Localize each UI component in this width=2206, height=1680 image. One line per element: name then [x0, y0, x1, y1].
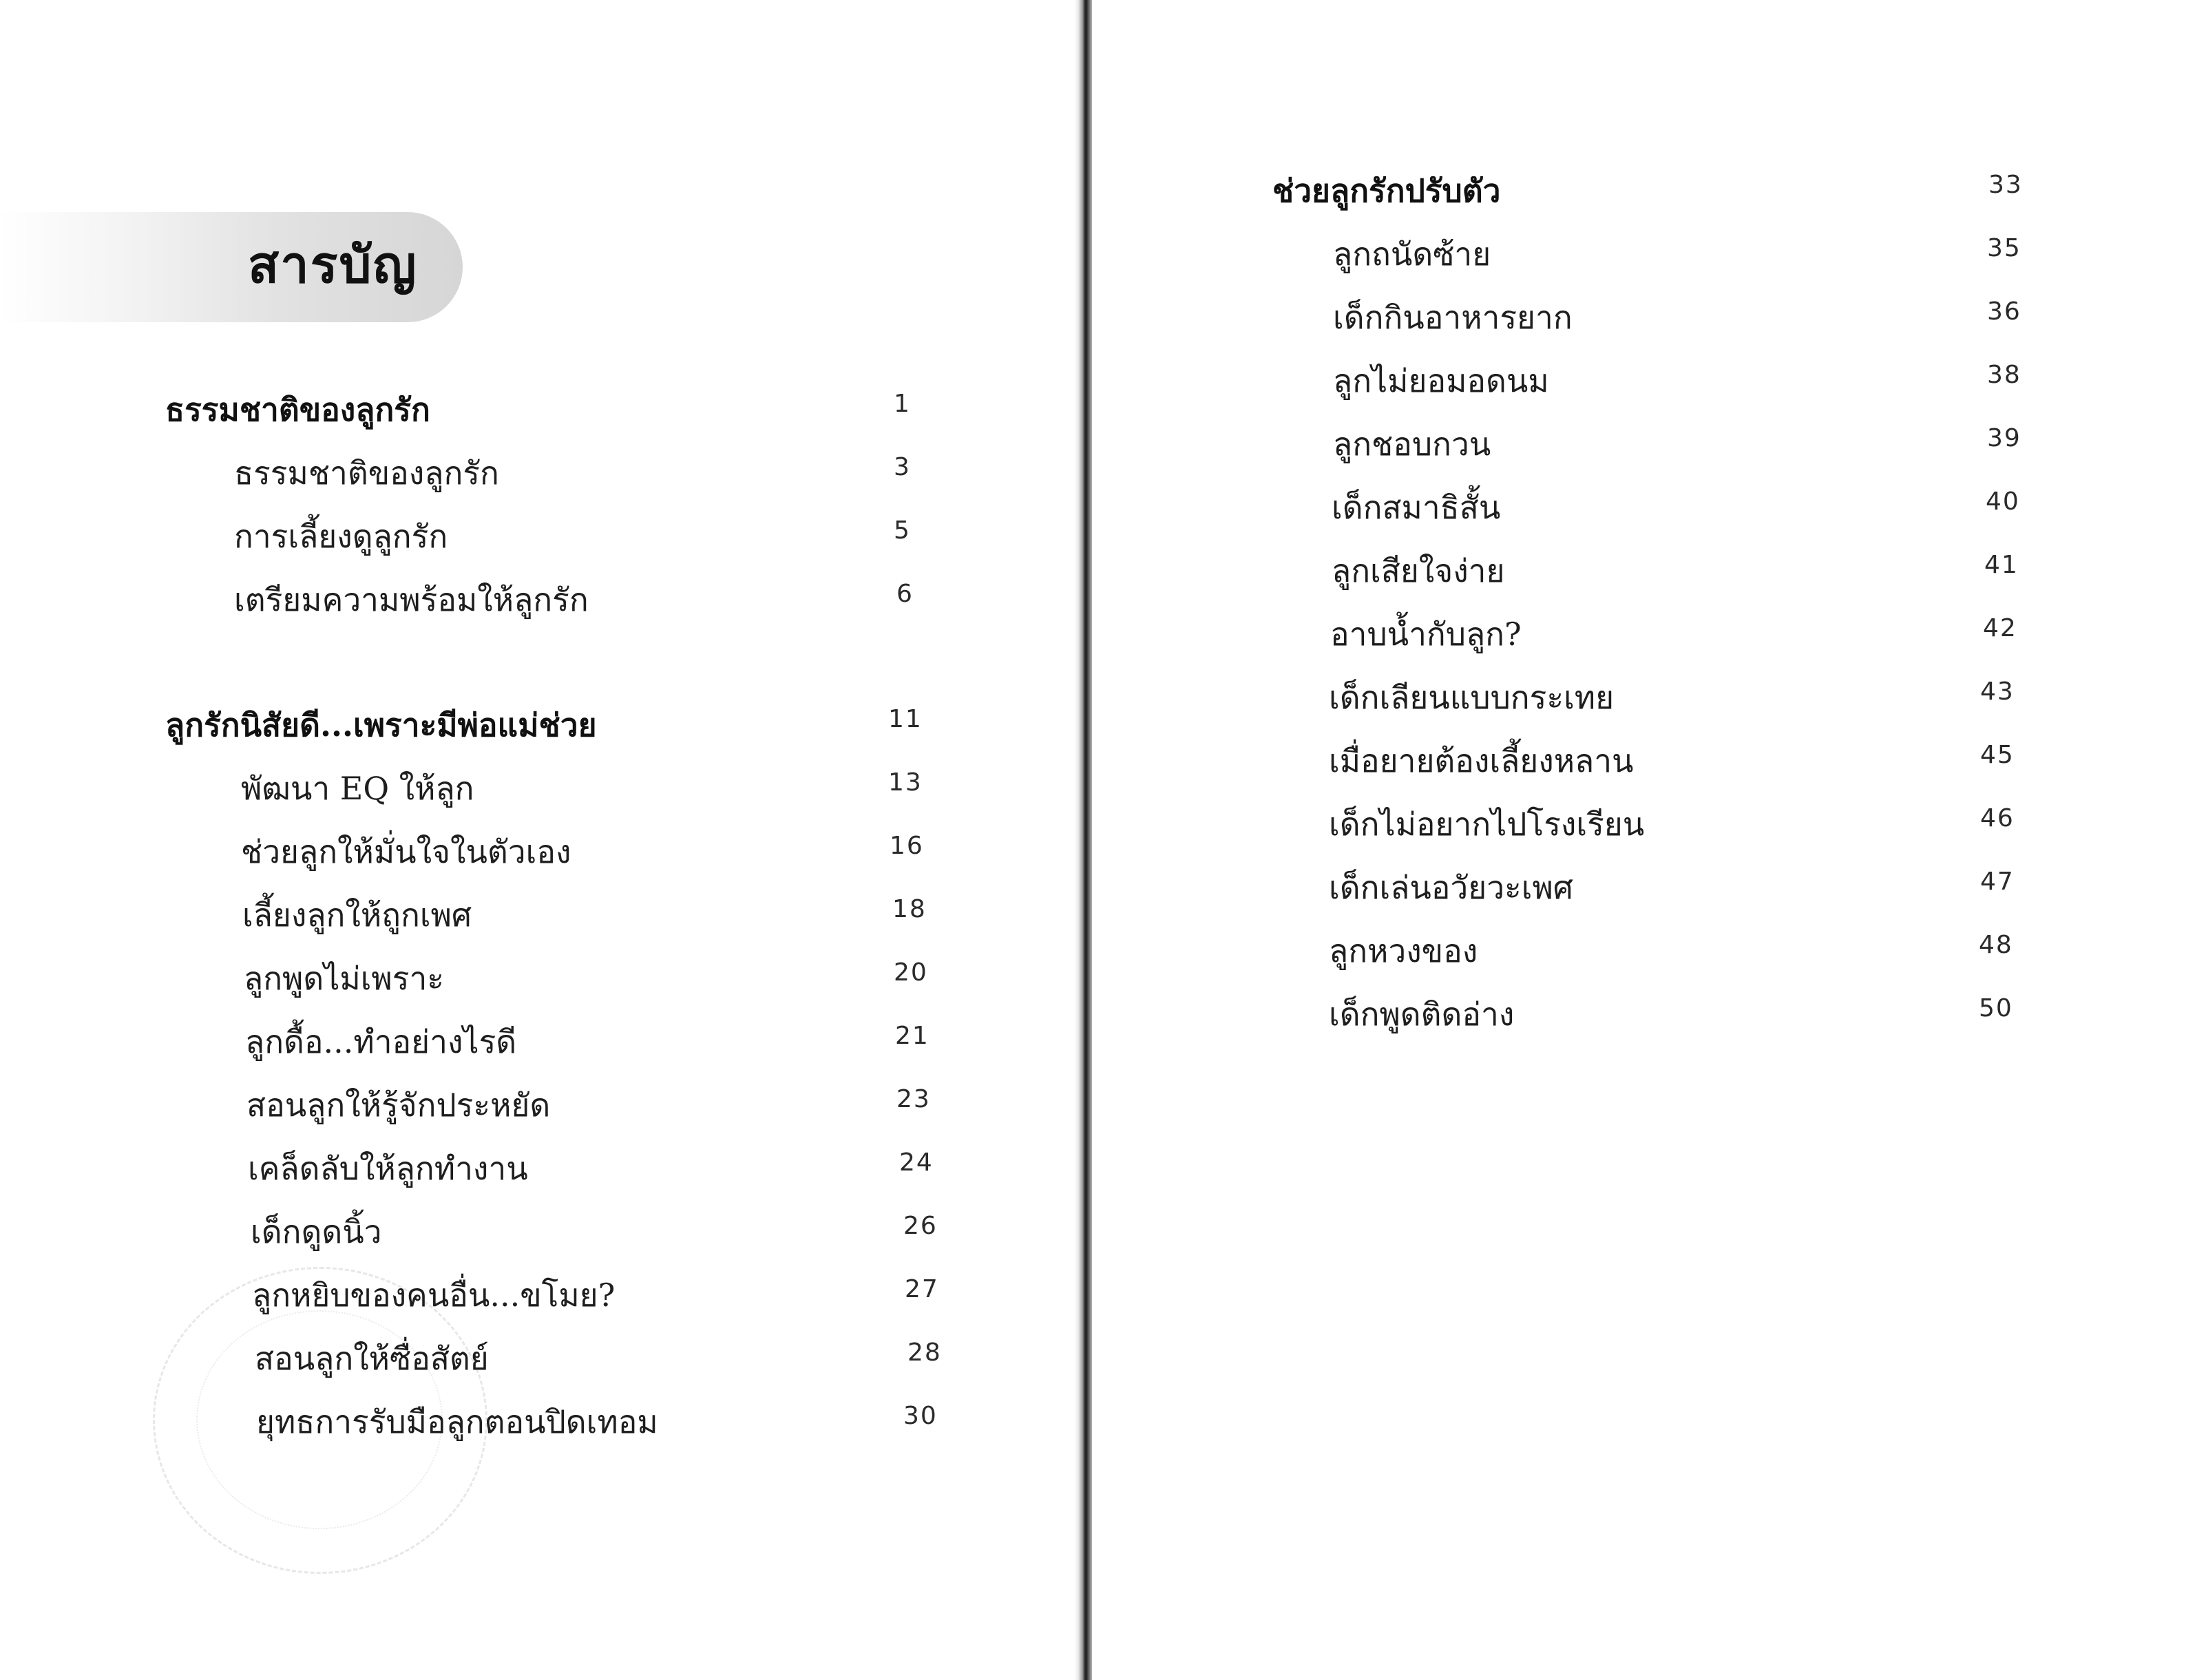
toc-entry-label: เด็กกินอาหารยาก: [1333, 299, 1573, 336]
toc-page-number: 16: [890, 832, 924, 860]
toc-entry-label: เด็กไม่อยากไปโรงเรียน: [1329, 806, 1645, 843]
toc-entry-label: ลูกพูดไม่เพราะ: [244, 960, 444, 997]
toc-page-number: 33: [1988, 171, 2023, 199]
toc-page-number: 21: [895, 1022, 929, 1050]
toc-page-number: 5: [894, 516, 911, 545]
toc-page-number: 38: [1987, 361, 2021, 389]
toc-entry-label: เด็กเล่นอวัยวะเพศ: [1329, 869, 1573, 906]
toc-page-number: 18: [892, 895, 927, 923]
toc-entry-label: ลูกเสียใจง่าย: [1332, 552, 1505, 589]
toc-page-number: 24: [899, 1148, 934, 1177]
toc-heading-label: ช่วยลูกรักปรับตัว: [1272, 172, 1501, 209]
toc-entry-label: ยุทธการรับมือลูกตอนปิดเทอม: [256, 1403, 658, 1440]
toc-page-number: 39: [1987, 424, 2021, 452]
toc-entry-label: เด็กดูดนิ้ว: [251, 1213, 382, 1250]
toc-entry-label: ลูกหยิบของคนอื่น...ขโมย?: [252, 1277, 616, 1314]
toc-page-number: 23: [896, 1085, 931, 1113]
toc-entry-label: เมื่อยายต้องเลี้ยงหลาน: [1329, 742, 1634, 779]
toc-page-number: 47: [1980, 868, 2015, 896]
toc-page-number: 40: [1986, 487, 2020, 516]
toc-page-number: 28: [907, 1338, 942, 1367]
toc-entry-label: การเลี้ยงดูลูกรัก: [234, 518, 448, 555]
toc-entry-label: อาบน้ำกับลูก?: [1330, 616, 1522, 653]
toc-page-number: 27: [905, 1275, 939, 1303]
toc-entry-label: เด็กสมาธิสั้น: [1332, 489, 1501, 526]
toc-entry-label: เตรียมความพร้อมให้ลูกรัก: [234, 581, 589, 618]
toc-page-number: 30: [903, 1402, 938, 1430]
toc-page-number: 35: [1987, 234, 2021, 262]
toc-page-number: 11: [888, 705, 923, 733]
toc-entry-label: สอนลูกให้รู้จักประหยัด: [246, 1086, 551, 1124]
toc-entry-label: พัฒนา EQ ให้ลูก: [241, 770, 474, 807]
toc-title: สารบัญ: [248, 235, 418, 295]
toc-page-number: 20: [894, 958, 928, 987]
toc-page-number: 26: [903, 1212, 938, 1240]
toc-entry-label: เด็กพูดติดอ่าง: [1329, 996, 1515, 1033]
toc-heading-label: ลูกรักนิสัยดี...เพราะมีพ่อแม่ช่วย: [165, 706, 597, 744]
toc-entry-label: เลี้ยงลูกให้ถูกเพศ: [242, 896, 472, 934]
toc-entry-label: เด็กเลียนแบบกระเทย: [1329, 679, 1615, 716]
toc-entry-label: ลูกถนัดซ้าย: [1333, 235, 1491, 273]
left-page: [0, 0, 1081, 1680]
toc-page-number: 13: [888, 768, 923, 797]
right-page: [1092, 0, 2206, 1680]
toc-entry-label: เคล็ดลับให้ลูกทำงาน: [248, 1150, 528, 1187]
toc-page-number: 46: [1980, 804, 2015, 832]
toc-entry-label: ลูกหวงของ: [1329, 932, 1478, 969]
toc-page-number: 41: [1984, 551, 2019, 579]
toc-page-number: 36: [1987, 297, 2021, 326]
toc-page-number: 1: [894, 390, 911, 418]
toc-page-number: 45: [1980, 741, 2015, 769]
toc-page-number: 6: [896, 580, 914, 608]
toc-entry-label: ช่วยลูกให้มั่นใจในตัวเอง: [241, 833, 571, 870]
toc-entry-label: สอนลูกให้ซื่อสัตย์: [255, 1340, 489, 1377]
toc-page-number: 3: [894, 453, 911, 481]
toc-entry-label: ลูกไม่ยอมอดนม: [1333, 362, 1549, 399]
toc-entry-label: ธรรมชาติของลูกรัก: [234, 454, 499, 492]
toc-entry-label: ลูกดื้อ...ทำอย่างไรดี: [245, 1023, 517, 1060]
toc-page-number: 43: [1980, 678, 2015, 706]
toc-page-number: 50: [1979, 994, 2013, 1022]
toc-page-number: 48: [1979, 931, 2013, 959]
toc-heading-label: ธรรมชาติของลูกรัก: [165, 391, 430, 428]
toc-entry-label: ลูกชอบกวน: [1333, 426, 1491, 463]
toc-page-number: 42: [1983, 614, 2017, 642]
